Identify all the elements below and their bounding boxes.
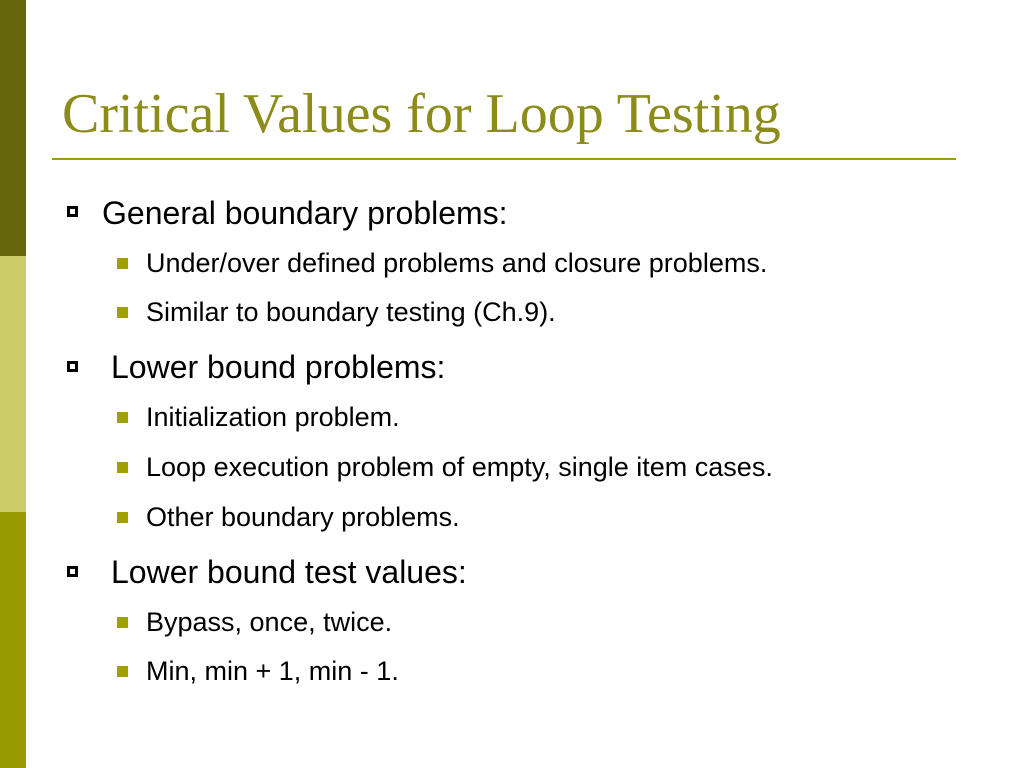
solid-square-bullet-icon: [117, 512, 128, 523]
hollow-square-bullet-icon: [67, 566, 78, 577]
bullet-text: Lower bound test values:: [111, 554, 467, 590]
solid-square-bullet-icon: [117, 617, 128, 628]
bullet-text: General boundary problems:: [102, 195, 508, 231]
solid-square-bullet-icon: [117, 412, 128, 423]
hollow-square-bullet-icon: [67, 206, 78, 217]
sub-bullet-text: Similar to boundary testing (Ch.9).: [146, 297, 556, 327]
sub-bullet-text: Bypass, once, twice.: [146, 607, 393, 637]
sub-bullet-text: Min, min + 1, min - 1.: [146, 656, 399, 686]
sub-bullet-text: Initialization problem.: [146, 402, 400, 432]
solid-square-bullet-icon: [117, 307, 128, 318]
slide-title: Critical Values for Loop Testing: [62, 83, 781, 145]
sub-bullet-text: Under/over defined problems and closure problems.: [146, 248, 768, 278]
sub-bullet-text: Loop execution problem of empty, single item cases.: [146, 452, 773, 482]
solid-square-bullet-icon: [117, 258, 128, 269]
hollow-square-bullet-icon: [67, 361, 78, 372]
sub-bullet-text: Other boundary problems.: [146, 502, 460, 532]
bullet-text: Lower bound problems:: [111, 349, 446, 385]
solid-square-bullet-icon: [117, 666, 128, 677]
solid-square-bullet-icon: [117, 462, 128, 473]
